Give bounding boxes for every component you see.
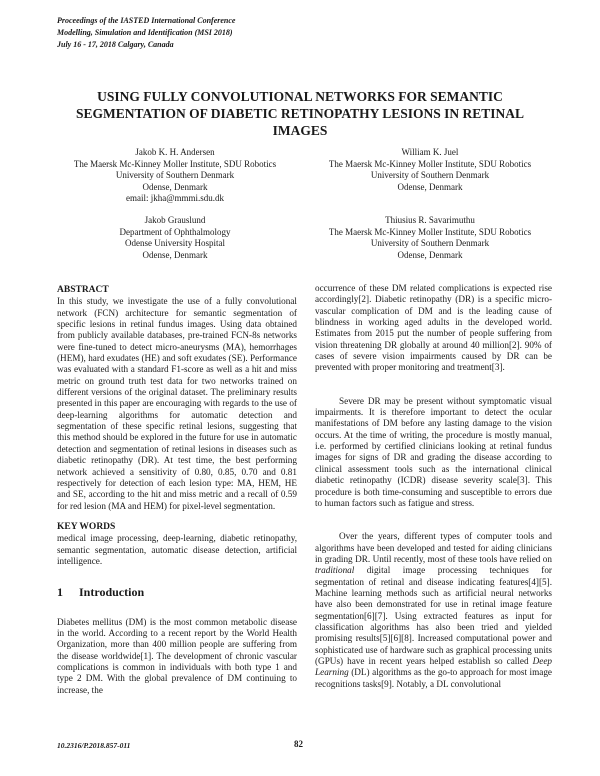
author-block-andersen <box>45 147 305 205</box>
author-affiliation: University of Southern Denmark <box>370 170 490 180</box>
author-affiliation: Odense University Hospital <box>125 238 225 248</box>
abstract-text: In this study, we investigate the use of a fully convolutional network (FCN) architecture for semantic segmentation of specific lesions in retinal fundus images. Using data obtained from publicly available databases, pre-trained FCN-8s networks were fine-tuned to detect micro-aneurysms (MA), hemorrhages (HEM), hard exudates (HE) and soft exudates (SE). Performance was evaluated with a standard F1-score as well as a hit and miss metric on ground truth test data for two networks trained on different versions of the original dataset. The preliminary results presented in this paper are encouraging with regards to the use of deep-learning algorithms for automatic detection and segmentation of these specific retinal lesions, suggesting that this method should be explored in the future for use in automatic detection and segmentation of retinal lesions in diseases such as diabetic retinopathy (DR). At test time, the best performing network achieved a sensitivity of 0.80, 0.85, 0.70 and 0.81 respectively for detection of each lesion type: MA, HEM, HE and SE, according to the hit and miss metric and a recall of 0.59 for red lesion (MA and HEM) for pixel-level segmentation. <box>57 296 297 511</box>
abstract-heading: ABSTRACT <box>57 285 109 295</box>
paragraph-text: (DL) algorithms as the go-to approach for most image recognitions tasks[9]. Notably, a DL convolutional <box>315 667 552 689</box>
title-line-3: IMAGES <box>272 123 328 138</box>
proceedings-line-2: Modelling, Simulation and Identification (MSI 2018) <box>57 28 233 37</box>
author-affiliation: Odense, Denmark <box>397 249 463 260</box>
intro-paragraph-3 <box>315 531 552 690</box>
keywords-heading: KEY WORDS <box>57 521 116 532</box>
proceedings-line-1: Proceedings of the IASTED International Conference <box>57 16 236 25</box>
proceedings-header <box>57 15 235 51</box>
author-affiliation: The Maersk Mc-Kinney Moller Institute, SDU Robotics <box>328 158 532 169</box>
author-name: Thiusius R. Savarimuthu <box>385 215 475 225</box>
page-number: 82 <box>294 739 303 749</box>
author-affiliation: Odense, Denmark <box>397 181 463 192</box>
author-name: William K. Juel <box>401 147 459 157</box>
section-title: Introduction <box>79 585 145 600</box>
author-affiliation: Odense, Denmark <box>142 181 208 192</box>
title-line-2: SEGMENTATION OF DIABETIC RETINOPATHY LESIONS IN RETINAL <box>75 106 525 121</box>
doi-footer: 10.2316/P.2018.857-011 <box>57 741 131 750</box>
author-affiliation: University of Southern Denmark <box>115 170 235 180</box>
intro-paragraph-1-continued: occurrence of these DM related complications is expected rise accordingly[2]. Diabetic retinopathy (DR) is a specific micro-vascular complication of DM and is the leading cause of blindness in working aged adults in the developed world. Estimates from 2015 put the number of people suffering from vision threatening DR globally at around 40 million[2]. 90% of cases of severe vision impairments caused by DR can be prevented with proper monitoring and treatment[3]. <box>315 283 552 373</box>
emphasis-text: Deep Learning <box>315 655 552 678</box>
keywords-text: medical image processing, deep-learning, diabetic retinopathy, semantic segmentation, automatic disease detection, artificial intelligence. <box>57 533 297 566</box>
author-affiliation: The Maersk Mc-Kinney Moller Institute, SDU Robotics <box>328 226 532 237</box>
author-block-savarimuthu <box>300 215 560 261</box>
right-column <box>315 283 552 690</box>
title-line-1: USING FULLY CONVOLUTIONAL NETWORKS FOR SEMANTIC <box>97 89 503 104</box>
author-affiliation: The Maersk Mc-Kinney Moller Institute, SDU Robotics <box>73 158 277 169</box>
paragraph-text: digital image processing techniques for segmentation of retinal and disease indicating features[4][5]. Machine learning methods such as artificial neural networks have also been demonstrated for use in retinal image feature segmentation[6][7]. Using extracted features as input for classification algorithms has also been tried and yielded promising results[5][6][8]. Increased computational power and sophisticated use of hardware such as graphical processing units (GPUs) have in recent years helped establish so called <box>315 565 552 666</box>
author-block-grauslund <box>45 215 305 261</box>
author-name: Jakob K. H. Andersen <box>135 147 215 157</box>
proceedings-line-3: July 16 - 17, 2018 Calgary, Canada <box>57 40 174 49</box>
section-number: 1 <box>57 585 63 600</box>
section-heading-introduction <box>57 587 297 598</box>
author-email: email: jkha@mmmi.sdu.dk <box>125 193 225 203</box>
emphasis-text: traditional <box>315 565 355 576</box>
author-name: Jakob Grauslund <box>144 215 206 225</box>
author-block-juel <box>300 147 560 193</box>
author-affiliation: University of Southern Denmark <box>370 238 490 248</box>
paper-title <box>60 88 540 139</box>
author-affiliation: Odense, Denmark <box>142 249 208 260</box>
author-affiliation: Department of Ophthalmology <box>119 226 231 237</box>
left-column <box>57 285 297 696</box>
paragraph-text: Over the years, different types of computer tools and algorithms have been developed and tested for aiding clinicians in grading DR. Until recently, most of these tools have relied on <box>315 531 552 564</box>
intro-paragraph-1: Diabetes mellitus (DM) is the most common metabolic disease in the world. According to a recent report by the World Health Organization, more than 400 million people are suffering from the disease worldwide[1]. The development of chronic vascular complications is common in individuals with both type 1 and type 2 DM. With the global prevalence of DM continuing to increase, the <box>57 616 297 695</box>
intro-paragraph-2: Severe DR may be present without symptomatic visual impairments. It is therefore important to detect the ocular manifestations of DM before any lasting damage to the vision occurs. At the time of writing, the procedure is mostly manual, i.e. performed by certified clinicians looking at retinal fundus images for signs of DR and grading the disease according to clinical assessment tools such as the international clinical diabetic retinopathy (ICDR) disease severity scale[3]. This procedure is both time-consuming and susceptible to errors due to human factors such as fatigue and stress. <box>315 395 552 508</box>
